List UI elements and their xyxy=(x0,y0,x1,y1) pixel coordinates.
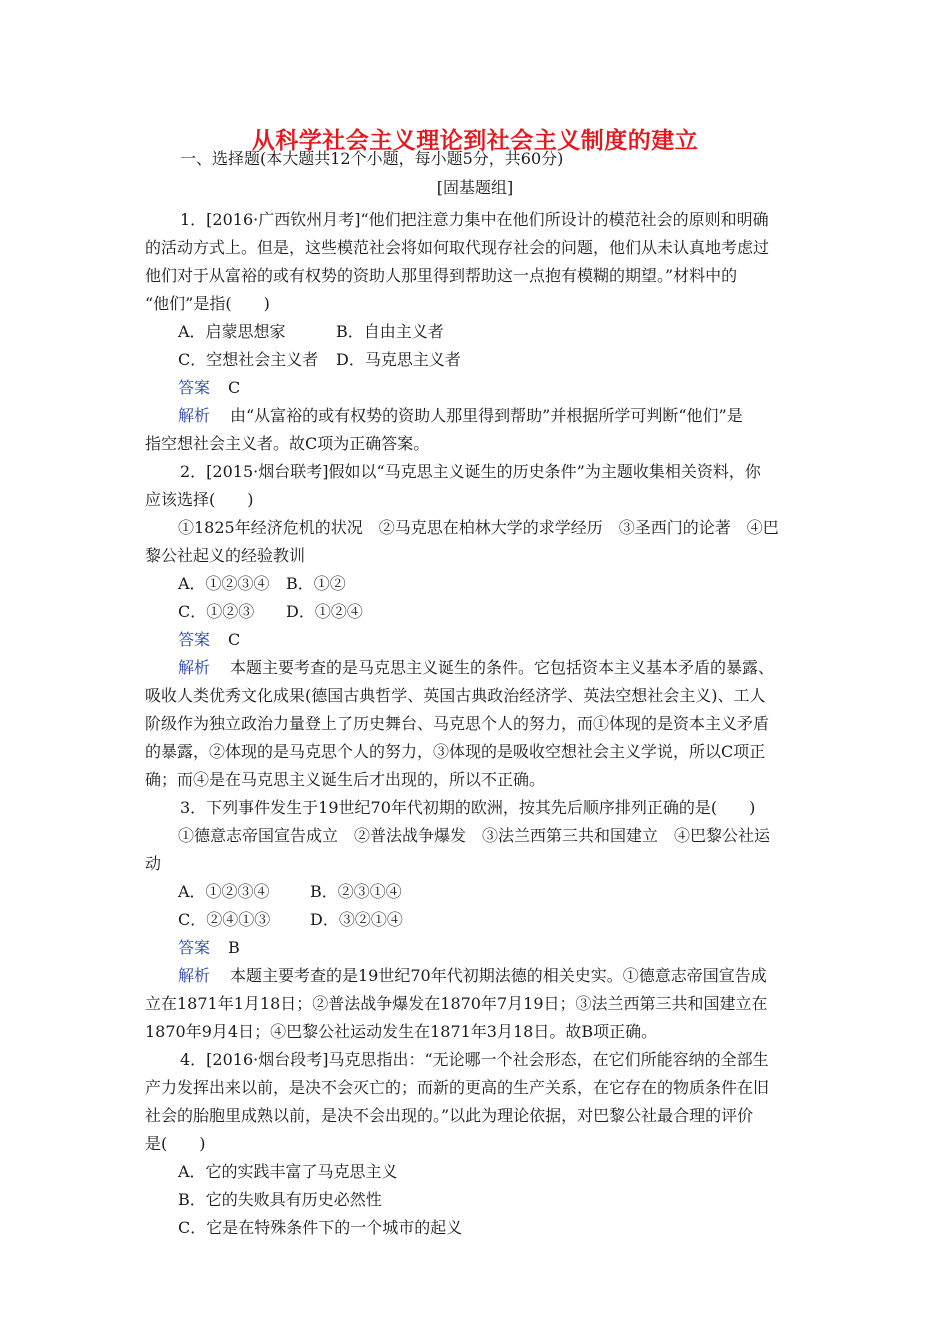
q2-analysis-line-3: 阶级作为独立政治力量登上了历史舞台、马克思个人的努力，而①体现的是资本主义矛盾 xyxy=(145,714,770,733)
q1-option-a: A．启蒙思想家 xyxy=(178,322,286,341)
q4-option-a: A．它的实践丰富了马克思主义 xyxy=(178,1162,398,1181)
q3-analysis-line-3: 1870年9月4日；④巴黎公社运动发生在1871年3月18日。故B项正确。 xyxy=(145,1022,658,1041)
q4-line-1: 4．[2016·烟台段考]马克思指出：“无论哪一个社会形态，在它们所能容纳的全部生 xyxy=(180,1050,769,1069)
q3-option-d: D．③②①④ xyxy=(310,910,403,929)
q2-analysis-line-1: 本题主要考查的是马克思主义诞生的条件。它包括资本主义基本矛盾的暴露、 xyxy=(230,658,775,677)
q3-answer: B xyxy=(228,938,240,957)
q4-option-c: C．它是在特殊条件下的一个城市的起义 xyxy=(178,1218,463,1237)
q3-option-b: B．②③①④ xyxy=(310,882,402,901)
q1-line-2: 的活动方式上。但是，这些模范社会将如何取代现存社会的问题，他们从未认真地考虑过 xyxy=(145,238,770,257)
q2-answer-label: 答案 xyxy=(178,630,211,649)
q1-analysis-line-2: 指空想社会主义者。故C项为正确答案。 xyxy=(145,434,430,453)
q1-option-c: C．空想社会主义者 xyxy=(178,350,319,369)
q1-option-b: B．自由主义者 xyxy=(336,322,444,341)
q3-answer-label: 答案 xyxy=(178,938,211,957)
q2-line-2: 应该选择( ) xyxy=(145,490,254,509)
q3-line-3: 动 xyxy=(145,854,162,873)
q2-analysis-line-4: 的暴露，②体现的是马克思个人的努力，③体现的是吸收空想社会主义学说，所以C项正 xyxy=(145,742,766,761)
q2-line-4: 黎公社起义的经验教训 xyxy=(145,546,306,565)
q3-line-1: 3．下列事件发生于19世纪70年代初期的欧洲，按其先后顺序排列正确的是( ) xyxy=(180,798,756,817)
q2-option-d: D．①②④ xyxy=(286,602,363,621)
q2-option-a: A．①②③④ xyxy=(178,574,270,593)
q2-analysis-line-2: 吸收人类优秀文化成果(德国古典哲学、英国古典政治经济学、英法空想社会主义)、工人 xyxy=(145,686,766,705)
q2-option-c: C．①②③ xyxy=(178,602,255,621)
q1-line-1: 1．[2016·广西钦州月考]“他们把注意力集中在他们所设计的模范社会的原则和明确 xyxy=(180,210,769,229)
q1-option-d: D．马克思主义者 xyxy=(336,350,461,369)
page-title: 从科学社会主义理论到社会主义制度的建立 xyxy=(251,128,699,154)
q3-analysis-label: 解析 xyxy=(178,966,211,985)
q2-option-b: B．①② xyxy=(286,574,346,593)
q4-line-3: 社会的胎胞里成熟以前，是决不会出现的。”以此为理论依据，对巴黎公社最合理的评价 xyxy=(145,1106,754,1125)
q2-analysis-label: 解析 xyxy=(178,658,211,677)
q1-line-3: 他们对于从富裕的或有权势的资助人那里得到帮助这一点抱有模糊的期望。”材料中的 xyxy=(145,266,738,285)
q3-option-a: A．①②③④ xyxy=(178,882,270,901)
q2-line-1: 2．[2015·烟台联考]假如以“马克思主义诞生的历史条件”为主题收集相关资料，你 xyxy=(180,462,761,481)
q3-analysis-line-1: 本题主要考查的是19世纪70年代初期法德的相关史实。①德意志帝国宣告成 xyxy=(230,966,767,985)
q3-line-2: ①德意志帝国宣告成立 ②普法战争爆发 ③法兰西第三共和国建立 ④巴黎公社运 xyxy=(178,826,771,845)
q4-line-2: 产力发挥出来以前，是决不会灭亡的；而新的更高的生产关系，在它存在的物质条件在旧 xyxy=(145,1078,770,1097)
q4-option-b: B．它的失败具有历史必然性 xyxy=(178,1190,382,1209)
q1-analysis-label: 解析 xyxy=(178,406,211,425)
q2-analysis-line-5: 确；而④是在马克思主义诞生后才出现的，所以不正确。 xyxy=(145,770,546,789)
q4-line-4: 是( ) xyxy=(145,1134,206,1153)
q1-answer-label: 答案 xyxy=(178,378,211,397)
q3-analysis-line-2: 立在1871年1月18日；②普法战争爆发在1870年7月19日；③法兰西第三共和国建立在 xyxy=(145,994,768,1013)
q1-answer: C xyxy=(228,378,241,397)
group-label: [固基题组] xyxy=(436,178,514,197)
section-header: 一、选择题(本大题共12个小题，每小题5分，共60分) xyxy=(180,149,564,168)
q2-answer: C xyxy=(228,630,241,649)
q2-line-3: ①1825年经济危机的状况 ②马克思在柏林大学的求学经历 ③圣西门的论著 ④巴 xyxy=(178,518,779,537)
q1-analysis-line-1: 由“从富裕的或有权势的资助人那里得到帮助”并根据所学可判断“他们”是 xyxy=(230,406,743,425)
q1-line-4: “他们”是指( ) xyxy=(145,294,270,313)
q3-option-c: C．②④①③ xyxy=(178,910,271,929)
